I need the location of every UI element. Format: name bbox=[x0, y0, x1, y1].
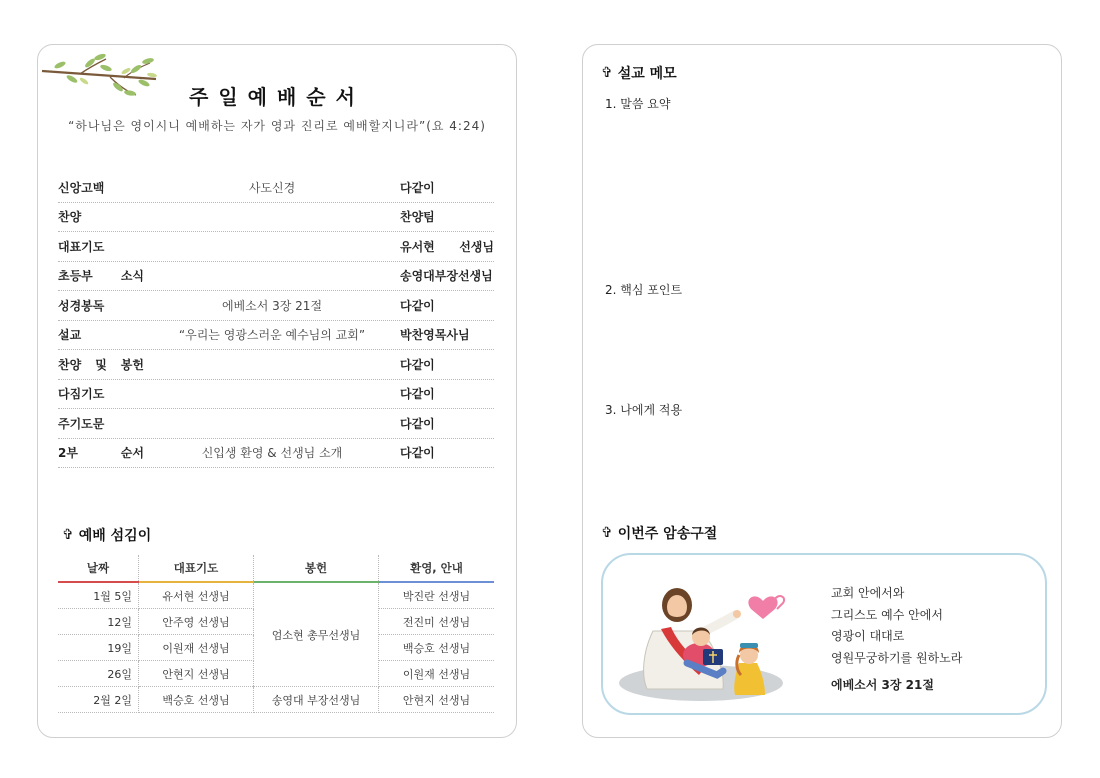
order-item-person: 다같이 bbox=[400, 416, 435, 431]
duty-date: 2월 2일 bbox=[58, 687, 139, 713]
order-row bbox=[58, 291, 494, 321]
order-item-name: 신앙고백 bbox=[58, 180, 105, 195]
sermon-memo-page bbox=[582, 44, 1062, 738]
order-item-person: 다같이 bbox=[400, 298, 435, 313]
order-item-person: 다같이 bbox=[400, 180, 435, 195]
table-row bbox=[58, 687, 494, 713]
order-item-name: 설교 bbox=[58, 328, 82, 343]
memory-line: 그리스도 예수 안에서 bbox=[831, 607, 943, 622]
duty-welcome: 안현지 선생님 bbox=[379, 687, 495, 713]
duty-date: 12일 bbox=[58, 609, 139, 635]
duty-heading: ✞ 예배 섬김이 bbox=[62, 527, 152, 544]
duty-welcome: 전진미 선생님 bbox=[379, 609, 495, 635]
duty-header-welcome: 환영, 안내 bbox=[379, 555, 495, 582]
page-title: 주일예배순서 bbox=[189, 85, 365, 109]
memory-verse-reference: 에베소서 3장 21절 bbox=[831, 678, 934, 692]
table-row bbox=[58, 582, 494, 609]
order-item-content: 사도신경 bbox=[248, 180, 296, 195]
theme-verse: “하나님은 영이시니 예배하는 자가 영과 진리로 예배할지니라”(요 4:24) bbox=[68, 119, 486, 133]
order-item-person: 다같이 bbox=[400, 357, 435, 372]
order-item-content: “우리는 영광스러운 예수님의 교회” bbox=[178, 328, 366, 343]
duty-welcome: 백승호 선생님 bbox=[379, 635, 495, 661]
order-row bbox=[58, 439, 494, 469]
duty-prayer: 안주영 선생님 bbox=[139, 609, 254, 635]
order-item-content: 신입생 환영 & 선생님 소개 bbox=[201, 446, 343, 461]
duty-prayer: 백승호 선생님 bbox=[139, 687, 254, 713]
order-item-name: 찬양 및 봉헌 bbox=[58, 357, 144, 372]
duty-header-offering: 봉헌 bbox=[254, 555, 379, 582]
order-row bbox=[58, 232, 494, 262]
memory-verse-heading: ✞ 이번주 암송구절 bbox=[601, 525, 718, 542]
order-item-name: 대표기도 bbox=[58, 239, 105, 254]
memo-heading: ✞ 설교 메모 bbox=[601, 65, 677, 82]
duty-header-prayer: 대표기도 bbox=[139, 555, 254, 582]
duty-date: 1월 5일 bbox=[58, 582, 139, 609]
order-row bbox=[58, 350, 494, 380]
order-row bbox=[58, 173, 494, 203]
heart-icon bbox=[748, 596, 784, 619]
worship-order-page bbox=[37, 44, 517, 738]
order-row bbox=[58, 380, 494, 410]
duty-offering: 엄소현 총무선생님 bbox=[254, 582, 379, 687]
worship-order-list bbox=[58, 173, 494, 468]
order-item-name: 주기도문 bbox=[58, 416, 105, 431]
memo-item-key-point: 2. 핵심 포인트 bbox=[605, 283, 683, 297]
memory-line: 영원무궁하기를 원하노라 bbox=[831, 650, 963, 665]
duty-prayer: 이원재 선생님 bbox=[139, 635, 254, 661]
order-item-name: 초등부 소식 bbox=[58, 269, 144, 284]
order-row bbox=[58, 321, 494, 351]
order-item-person: 송영대부장선생님 bbox=[400, 269, 493, 284]
memory-line: 영광이 대대로 bbox=[831, 629, 905, 643]
cross-icon: ✞ bbox=[601, 65, 613, 81]
order-row bbox=[58, 262, 494, 292]
duty-prayer: 유서현 선생님 bbox=[139, 582, 254, 609]
duty-welcome: 박진란 선생님 bbox=[379, 582, 495, 609]
order-item-person: 유서현 선생님 bbox=[400, 239, 494, 254]
order-item-person: 박찬영목사님 bbox=[400, 328, 470, 343]
duty-offering: 송영대 부장선생님 bbox=[254, 687, 379, 713]
duty-header-date: 날짜 bbox=[58, 555, 139, 582]
duty-date: 19일 bbox=[58, 635, 139, 661]
memo-item-application: 3. 나에게 적용 bbox=[605, 403, 683, 417]
order-item-name: 찬양 bbox=[58, 210, 82, 225]
order-row bbox=[58, 203, 494, 233]
memory-line: 교회 안에서와 bbox=[831, 586, 905, 600]
jesus-children-illustration bbox=[613, 571, 813, 703]
order-row bbox=[58, 409, 494, 439]
order-item-person: 다같이 bbox=[400, 387, 435, 402]
order-item-content: 에베소서 3장 21절 bbox=[221, 298, 323, 313]
cross-icon: ✞ bbox=[62, 527, 74, 543]
memory-verse-box bbox=[601, 553, 1047, 715]
order-item-name: 2부 순서 bbox=[58, 446, 144, 461]
cross-icon: ✞ bbox=[601, 525, 613, 541]
duty-welcome: 이원재 선생님 bbox=[379, 661, 495, 687]
duty-date: 26일 bbox=[58, 661, 139, 687]
order-item-name: 성경봉독 bbox=[58, 298, 105, 313]
order-item-person: 찬양팀 bbox=[400, 210, 435, 225]
duty-table bbox=[58, 555, 494, 713]
order-item-name: 다짐기도 bbox=[58, 387, 105, 402]
memo-item-summary: 1. 말씀 요약 bbox=[605, 97, 671, 111]
order-item-person: 다같이 bbox=[400, 446, 435, 461]
memory-verse-text bbox=[831, 583, 962, 697]
duty-prayer: 안현지 선생님 bbox=[139, 661, 254, 687]
